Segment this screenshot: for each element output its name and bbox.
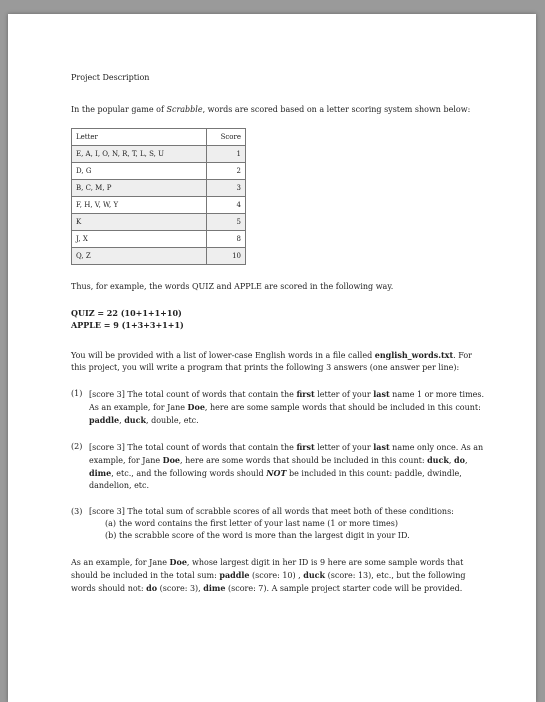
- question-text: [score 3] The total sum of scrabble scores of all words that meet both of these conditions: (a) the word contains the first letter of your last name (1 or more times) (b) the scrabble score of the word is more than the largest digit in your ID.: [89, 506, 489, 542]
- table-row: [72, 180, 246, 197]
- letters-cell: D, G: [72, 163, 207, 180]
- provided-paragraph: You will be provided with a list of lower-case English words in a file called english_words.txt. For this project, you will write a program that prints the following 3 answers (one answer per line):: [71, 350, 472, 372]
- formula-block: [71, 307, 489, 331]
- letters-cell: F, H, V, W, Y: [72, 197, 207, 214]
- document-content: [71, 72, 489, 609]
- condition-a: (a) the word contains the first letter of your last name (1 or more times): [105, 519, 398, 528]
- letter-score-table: [71, 128, 246, 265]
- table-header-row: [72, 129, 246, 146]
- letters-cell: E, A, I, O, N, R, T, L, S, U: [72, 146, 207, 163]
- example-intro: Thus, for example, the words QUIZ and APPLE are scored in the following way.: [71, 282, 394, 291]
- score-cell: 10: [207, 248, 246, 265]
- apple-formula: APPLE = 9 (1+3+3+1+1): [71, 320, 184, 330]
- table-row: [72, 163, 246, 180]
- question-text: [score 3] The total count of words that contain the first letter of your last name 1 or more times. As an example, for Jane Doe, here are some sample words that should be included in this count: paddle, duck, double, etc.: [89, 389, 485, 425]
- condition-b: (b) the scrabble score of the word is more than the largest digit in your ID.: [105, 531, 410, 540]
- score-cell: 1: [207, 146, 246, 163]
- score-column-header: Score: [207, 129, 246, 146]
- score-cell: 3: [207, 180, 246, 197]
- question-number: (3): [71, 507, 83, 516]
- question-number: (1): [71, 389, 83, 398]
- question-number: (2): [71, 442, 83, 451]
- letters-cell: K: [72, 214, 207, 231]
- letter-column-header: Letter: [72, 129, 207, 146]
- game-name: Scrabble: [166, 105, 203, 114]
- letters-cell: B, C, M, P: [72, 180, 207, 197]
- table-row: [72, 248, 246, 265]
- score-cell: 8: [207, 231, 246, 248]
- question-3: [71, 506, 489, 542]
- question-1: [71, 388, 489, 427]
- letters-cell: Q, Z: [72, 248, 207, 265]
- score-cell: 5: [207, 214, 246, 231]
- letters-cell: J, X: [72, 231, 207, 248]
- intro-paragraph: In the popular game of Scrabble, words are scored based on a letter scoring system shown below:: [71, 105, 471, 114]
- document-page: [8, 14, 536, 702]
- table-row: [72, 146, 246, 163]
- question-text: [score 3] The total count of words that contain the first letter of your last name only once. As an example, for Jane Doe, here are some words that should be included in this count: duck, do, dime, etc., and the following words should NOT be included in this count: paddle, dwindle, dandelion, etc.: [89, 442, 484, 490]
- score-cell: 4: [207, 197, 246, 214]
- page-heading: Project Description: [71, 73, 150, 82]
- table-row: [72, 231, 246, 248]
- score-cell: 2: [207, 163, 246, 180]
- table-row: [72, 197, 246, 214]
- question-2: [71, 441, 489, 492]
- closing-paragraph: As an example, for Jane Doe, whose largest digit in her ID is 9 here are some sample words that should be included in the total sum: paddle (score: 10) , duck (score: 13), etc., but the following words should not: do (score: 3), dime (score: 7). A sample project starter code will be provided.: [71, 557, 466, 593]
- file-name: english_words.txt: [374, 350, 454, 360]
- table-row: [72, 214, 246, 231]
- quiz-formula: QUIZ = 22 (10+1+1+10): [71, 308, 182, 318]
